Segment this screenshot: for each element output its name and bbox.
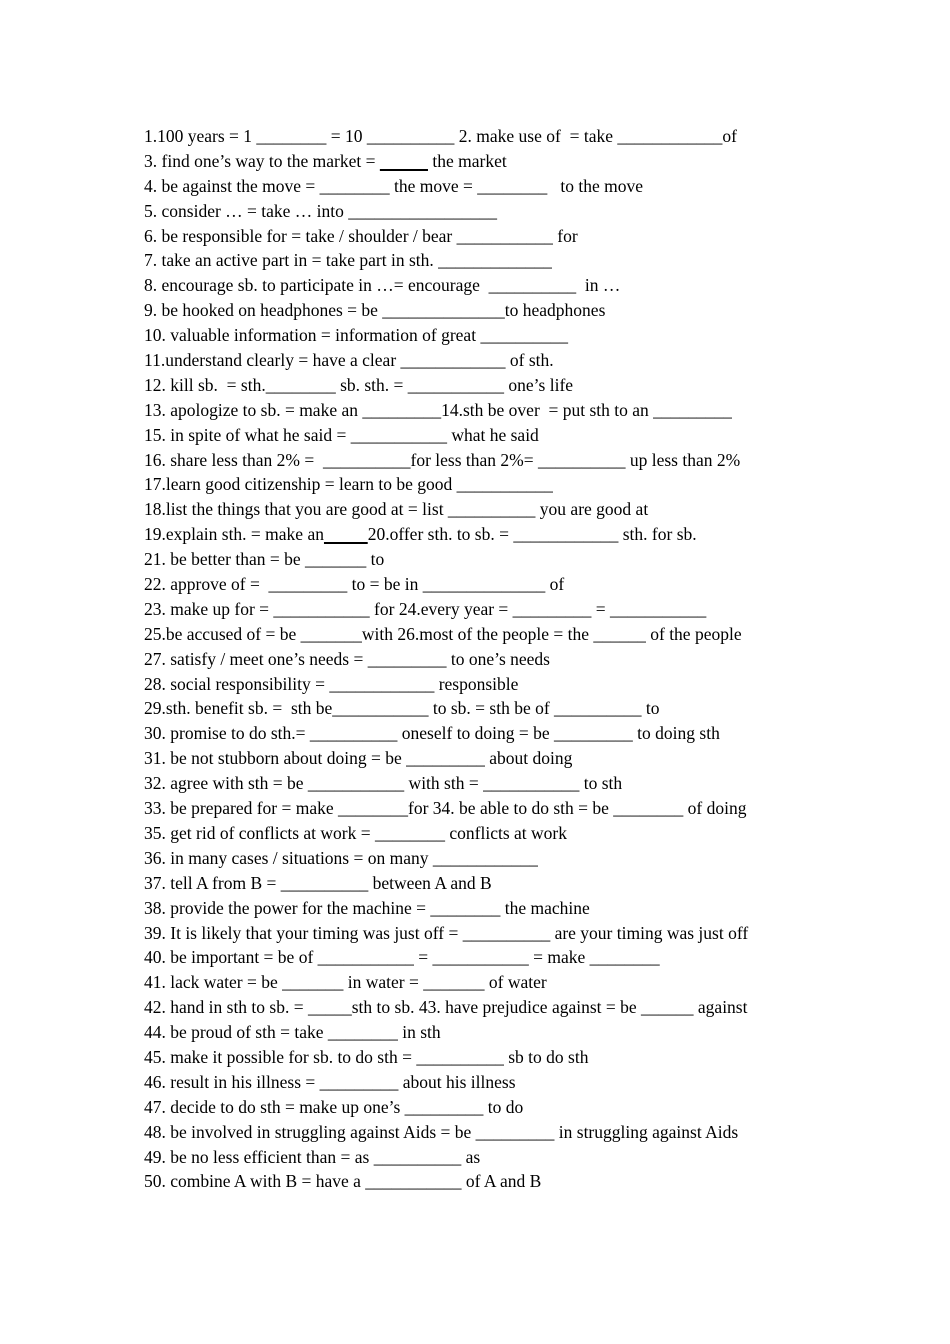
exercise-line-5: 6. be responsible for = take / shoulder / bear ___________ for [144,225,578,246]
underlined-blank [324,524,368,544]
exercise-line-17-text: 19.explain sth. = make an [144,524,324,545]
exercise-line-28: 33. be prepared for = make ________for 34. be able to do sth = be ________ of doing [144,798,747,819]
exercise-line-27: 32. agree with sth = be ___________ with sth = ___________ to sth [144,773,623,794]
exercise-line-16: 18.list the things that you are good at = list __________ you are good at [144,499,649,520]
exercise-line-41: 48. be involved in struggling against Aids = be _________ in struggling against Aids [144,1121,739,1142]
exercise-line-20: 23. make up for = ___________ for 24.every year = _________ = ___________ [144,598,707,619]
exercise-line-17 [144,522,824,547]
exercise-line-18: 21. be better than = be _______ to [144,549,385,570]
exercise-line-4: 5. consider … = take … into _________________ [144,200,498,221]
exercise-line-36: 42. hand in sth to sb. = _____sth to sb. 43. have prejudice against = be ______ against [144,997,748,1018]
exercise-list [144,124,824,1194]
exercise-line-15: 17.learn good citizenship = learn to be good ___________ [144,474,553,495]
exercise-line-21: 25.be accused of = be _______with 26.most of the people = the ______ of the people [144,623,742,644]
exercise-line-13: 15. in spite of what he said = ___________ what he said [144,424,539,445]
exercise-line-12: 13. apologize to sb. = make an _________14.sth be over = put sth to an _________ [144,399,732,420]
exercise-line-2-tail: the market [427,150,507,171]
exercise-line-17-tail: 20.offer sth. to sb. = ____________ sth. for sb. [367,524,697,545]
exercise-line-23: 28. social responsibility = ____________ responsible [144,673,519,694]
exercise-line-43: 50. combine A with B = have a ___________ of A and B [144,1171,542,1192]
exercise-line-7: 8. encourage sb. to participate in …= encourage __________ in … [144,275,621,296]
exercise-line-10: 11.understand clearly = have a clear ____________ of sth. [144,350,554,371]
exercise-line-8: 9. be hooked on headphones = be ______________to headphones [144,300,606,321]
exercise-line-1: 1.100 years = 1 ________ = 10 __________ 2. make use of = take ____________of [144,126,737,146]
exercise-line-33: 39. It is likely that your timing was just off = __________ are your timing was just off [144,922,749,943]
exercise-line-37: 44. be proud of sth = take ________ in sth [144,1022,441,1043]
exercise-line-34: 40. be important = be of ___________ = ___________ = make ________ [144,947,660,968]
exercise-line-11: 12. kill sb. = sth.________ sb. sth. = ___________ one’s life [144,374,574,395]
exercise-line-26: 31. be not stubborn about doing = be _________ about doing [144,748,573,769]
exercise-line-32: 38. provide the power for the machine = ________ the machine [144,897,590,918]
exercise-line-3: 4. be against the move = ________ the move = ________ to the move [144,175,643,196]
exercise-line-24: 29.sth. benefit sb. = sth be___________ to sb. = sth be of __________ to [144,698,660,719]
exercise-line-6: 7. take an active part in = take part in sth. _____________ [144,250,552,271]
exercise-line-35: 41. lack water = be _______ in water = _______ of water [144,972,547,993]
exercise-line-39: 46. result in his illness = _________ about his illness [144,1071,516,1092]
underlined-blank [380,151,428,171]
exercise-line-40: 47. decide to do sth = make up one’s _________ to do [144,1096,524,1117]
exercise-line-19: 22. approve of = _________ to = be in ______________ of [144,574,565,595]
exercise-line-31: 37. tell A from B = __________ between A and B [144,872,492,893]
exercise-line-29: 35. get rid of conflicts at work = ________ conflicts at work [144,822,567,843]
exercise-line-38: 45. make it possible for sb. to do sth = __________ sb to do sth [144,1046,589,1067]
exercise-line-25: 30. promise to do sth.= __________ oneself to doing = be _________ to doing sth [144,723,720,744]
exercise-line-30: 36. in many cases / situations = on many ____________ [144,847,538,868]
exercise-line-22: 27. satisfy / meet one’s needs = _________ to one’s needs [144,648,550,669]
exercise-line-42: 49. be no less efficient than = as __________ as [144,1146,481,1167]
exercise-line-2-text: 3. find one’s way to the market = [144,150,380,171]
exercise-line-9: 10. valuable information = information of great __________ [144,325,568,346]
exercise-line-2 [144,149,824,174]
exercise-line-14: 16. share less than 2% = __________for less than 2%= __________ up less than 2% [144,449,741,470]
